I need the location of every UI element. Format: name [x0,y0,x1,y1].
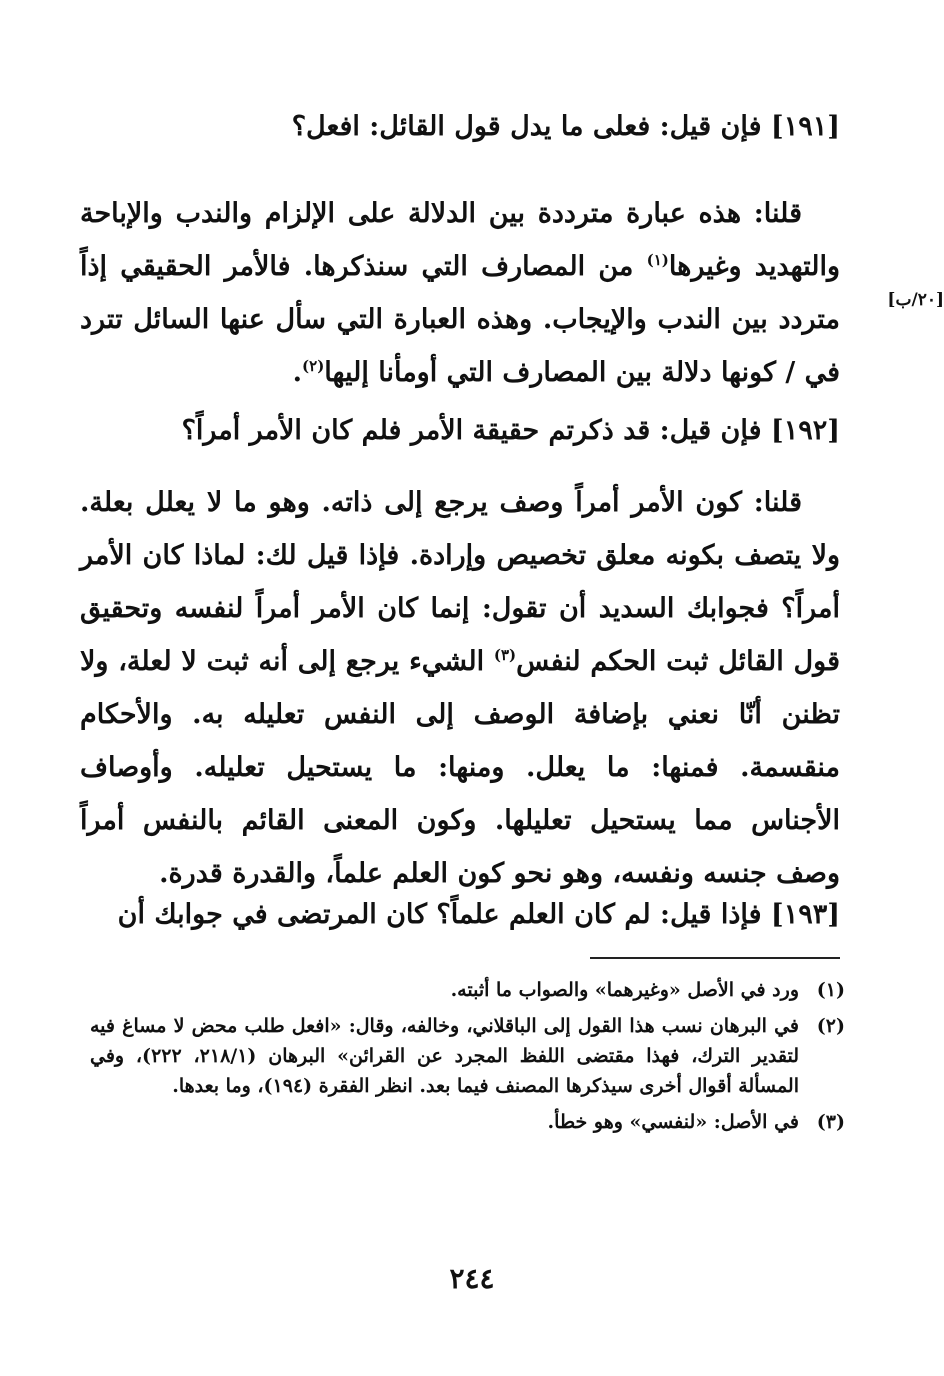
question-text-192: فإن قيل: قد ذكرتم حقيقة الأمر فلم كان الأمر أمراً؟ [181,415,762,446]
footnotes-section [90,975,845,1143]
answer-191-part1: قلنا: هذه عبارة مترددة بين الدلالة على الإلزام والندب والإباحة والتهديد وغيرها [80,198,840,282]
paragraph-number-191: [١٩١] [770,111,840,142]
footnote-text-2: في البرهان نسب هذا القول إلى الباقلاني، وخالفه، وقال: «افعل طلب محض لا مساغ فيه لتقدير الترك، فهذا مقتضى اللفظ المجرد عن القرائن» البرهان (٢١٨/١، ٢٢٢)، وفي المسألة أقوال أخرى سيذكرها المصنف فيما بعد. انظر الفقرة (١٩٤)، وما بعدها. [90,1015,799,1097]
footnote-marker-3: (٣) [816,1111,845,1133]
answer-192-part2: الشيء يرجع إلى أنه ثبت لا لعلة، ولا تظنن أنّا نعني بإضافة الوصف إلى النفس تعليله به. والأحكام منقسمة. فمنها: ما يعلل. ومنها: ما يستحيل تعليله. وأوصاف الأجناس مما يستحيل تعليلها. وكون المعنى القائم بالنفس أمراً وصف جنسه ونفسه، وهو نحو كون العلم علماً، والقدرة قدرة. [80,646,840,889]
footnote-ref-1[interactable]: (١) [646,251,669,269]
paragraph-192-answer [80,476,840,900]
footnote-1 [90,975,845,1005]
footnote-text-1: ورد في الأصل «وغيرهما» والصواب ما أثبته. [450,979,799,1001]
paragraph-191-answer [80,187,840,399]
footnote-text-3: في الأصل: «لنفسي» وهو خطأ. [547,1111,799,1133]
footnote-marker-2: (٢) [816,1015,845,1037]
paragraph-192-question [80,404,840,457]
footnote-ref-2[interactable]: (٢) [302,357,325,375]
margin-folio-note: [٢٠/ب] [887,290,944,310]
footnote-3 [90,1107,845,1137]
footnote-separator [590,957,840,959]
footnote-marker-1: (١) [816,979,845,1001]
footnote-ref-3[interactable]: (٣) [493,646,517,664]
answer-191-part3: . [292,357,303,388]
answer-192-part1: قلنا: كون الأمر أمراً وصف يرجع إلى ذاته. وهو ما لا يعلل بعلة. ولا يتصف بكونه معلق تخصيص وإرادة. فإذا قيل لك: لماذا كان الأمر أمراً؟ فجوابك السديد أن تقول: إنما كان الأمر أمراً لنفسه وتحقيق قول القائل ثبت الحكم لنفس [80,487,840,677]
page-number: ٢٤٤ [449,1262,495,1295]
paragraph-number-193: [١٩٣] [770,899,840,930]
paragraph-191-question [80,100,840,153]
paragraph-193-question [80,888,840,941]
question-text-193: فإذا قيل: لم كان العلم علماً؟ كان المرتضى في جوابك أن [117,899,762,930]
paragraph-number-192: [١٩٢] [770,415,840,446]
answer-191-part2: من المصارف التي سنذكرها. فالأمر الحقيقي إذاً متردد بين الندب والإيجاب. وهذه العبارة التي سأل عنها السائل تترد في / كونها دلالة بين المصارف التي أومأنا إليها [80,251,840,388]
footnote-2 [90,1011,845,1101]
question-text-191: فإن قيل: فعلى ما يدل قول القائل: افعل؟ [291,111,762,142]
